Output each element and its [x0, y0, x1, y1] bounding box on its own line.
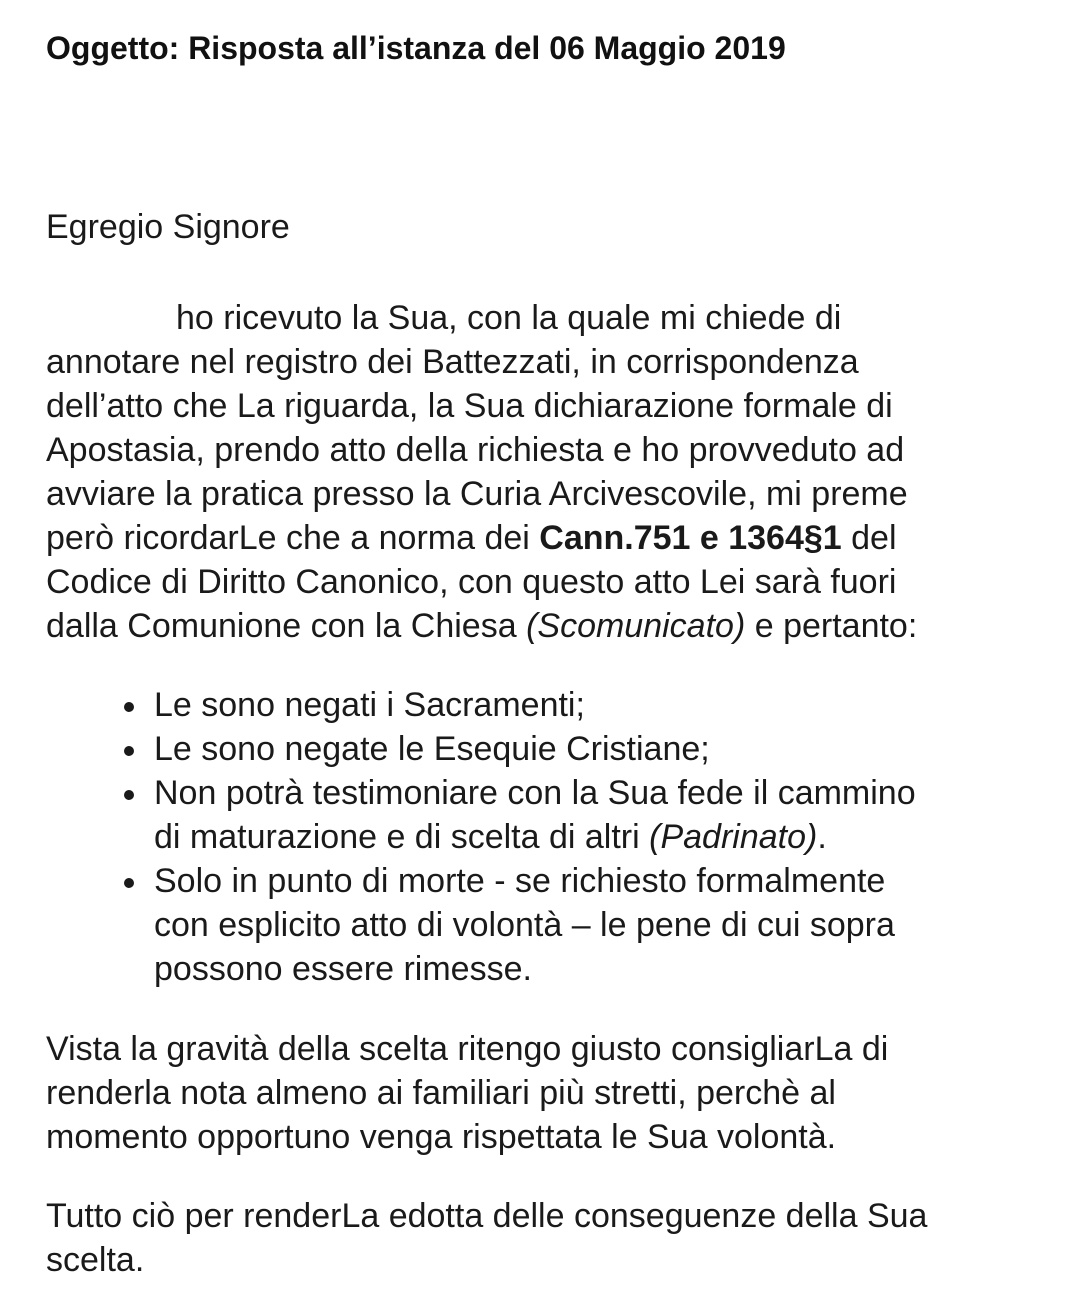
body-text-segment: però ricordarLe che a norma dei	[46, 519, 540, 557]
letter-body	[46, 296, 1036, 648]
body-line: annotare nel registro dei Battezzati, in corrispondenza	[46, 343, 859, 381]
list-item-text: Le sono negati i Sacramenti;	[154, 686, 585, 724]
list-item-text	[154, 815, 1036, 859]
bullet-icon	[124, 746, 134, 756]
body-line: dell’atto che La riguarda, la Sua dichiarazione formale di	[46, 387, 893, 425]
body-line	[46, 516, 1036, 560]
godparent-note: (Padrinato)	[649, 818, 818, 856]
paragraph-line: Tutto ciò per renderLa edotta delle conseguenze della Sua	[46, 1197, 928, 1235]
body-text-segment: e pertanto:	[745, 607, 918, 645]
excommunicated-note: (Scomunicato)	[526, 607, 746, 645]
body-line: avviare la pratica presso la Curia Arcivescovile, mi preme	[46, 475, 908, 513]
body-line: ho ricevuto la Sua, con la quale mi chiede di	[176, 299, 842, 337]
body-text-segment: dalla Comunione con la Chiesa	[46, 607, 527, 645]
canon-reference: Cann.751 e 1364§1	[539, 519, 842, 557]
paragraph-line: momento opportuno venga rispettata le Sua volontà.	[46, 1118, 837, 1156]
advice-paragraph	[46, 1027, 1036, 1159]
paragraph-line: Vista la gravità della scelta ritengo giusto consigliarLa di	[46, 1030, 889, 1068]
bullet-icon	[124, 878, 134, 888]
consequences-list	[46, 683, 1036, 991]
list-item	[46, 727, 1036, 771]
closing-paragraph	[46, 1194, 1036, 1282]
paragraph-line: renderla nota almeno ai familiari più stretti, perchè al	[46, 1074, 836, 1112]
body-line: Codice di Diritto Canonico, con questo atto Lei sarà fuori	[46, 563, 897, 601]
list-item-text: Solo in punto di morte - se richiesto formalmente	[154, 862, 886, 900]
list-item-text: con esplicito atto di volontà – le pene di cui sopra	[154, 906, 895, 944]
bullet-icon	[124, 702, 134, 712]
list-item	[46, 859, 1036, 991]
paragraph-line: scelta.	[46, 1241, 145, 1279]
body-line	[46, 604, 1036, 648]
list-text-segment: .	[817, 818, 827, 856]
list-text-segment: di maturazione e di scelta di altri	[154, 818, 650, 856]
letter-subject: Oggetto: Risposta all’istanza del 06 Maggio 2019	[46, 30, 786, 66]
list-item-text: possono essere rimesse.	[154, 950, 532, 988]
body-text-segment: del	[841, 519, 897, 557]
bullet-icon	[124, 790, 134, 800]
list-item-text: Non potrà testimoniare con la Sua fede il cammino	[154, 774, 916, 812]
list-item	[46, 771, 1036, 859]
list-item	[46, 683, 1036, 727]
letter-salutation: Egregio Signore	[46, 208, 290, 246]
body-line: Apostasia, prendo atto della richiesta e ho provveduto ad	[46, 431, 905, 469]
list-item-text: Le sono negate le Esequie Cristiane;	[154, 730, 710, 768]
